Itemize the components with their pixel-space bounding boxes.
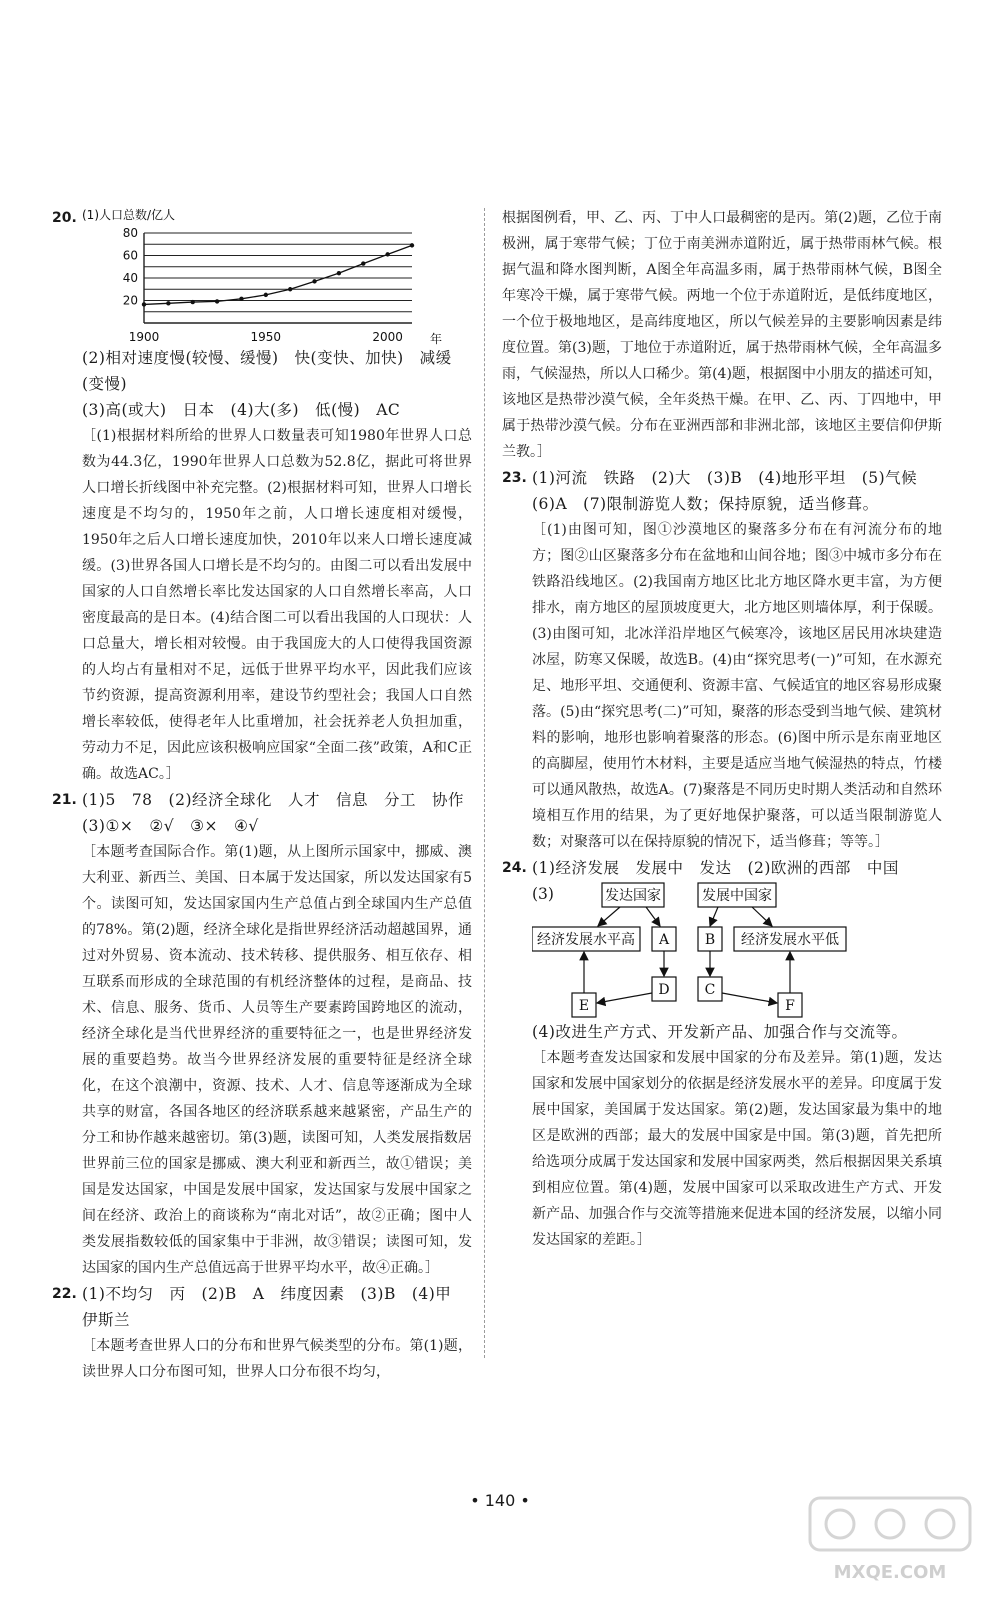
data-point [288,287,292,291]
explanation-22-part-2: 根据图例看，甲、乙、丙、丁中人口最稠密的是丙。第(2)题，乙位于南极洲，属于寒带气候；丁位于南美洲赤道附近，属于热带雨林气候。根据气温和降水图判断，A图全年高温多雨，属于热带雨林气候，B图全年寒冷干燥，属于寒带气候。两地一个位于赤道附近，是低纬度地区，一个位于极地地区，是高纬度地区，所以气候差异的主要影响因素是纬度位置。第(3)题，丁地位于赤道附近，属于热带雨林气候，全年高温多雨，气候湿热，所以人口稀少。第(4)题，根据图中小朋友的描述可知，该地区是热带沙漠气候，全年炎热干燥。在甲、乙、丙、丁四地中，甲属于热带沙漠气候。分布在亚洲西部和非洲北部，该地区主要信仰伊斯兰教。］ [502,210,942,460]
y-tick-label: 80 [122,226,138,240]
x-tick-label: 1900 [128,330,160,344]
question-21 [52,787,472,1281]
x-tick-label: 1950 [250,330,282,344]
question-number: 24. [502,860,527,876]
explanation-21: ［本题考查国际合作。第(1)题，从上图所示国家中，挪威、澳大利亚、新西兰、美国、日本属于发达国家，所以发达国家有5个。读图可知，发达国家国内生产总值占到全球国内生产总值的78%。第(2)题，经济全球化是指世界经济活动超越国界，通过对外贸易、资本流动、技术转移、提供服务、相互依存、相互联系而形成的全球范围的有机经济整体的过程，是商品、技术、信息、服务、货币、人员等生产要素跨国跨地区的流动，经济全球化是当代世界经济的重要特征之一，也是世界经济发展的重要趋势。故当今世界经济发展的重要特征是经济全球化，在这个浪潮中，资源、技术、人才、信息等逐渐成为全球共享的财富，各国各地区的经济联系越来越紧密，产品生产的分工和协作越来越密切。第(3)题，读图可知，人类发展指数居世界前三位的国家是挪威、澳大利亚和新西兰，故①错误；美国是发达国家，中国是发展中国家，发达国家与发展中国家之间在经济、政治上的商谈称为“南北对话”，故②正确；图中人类发展指数较低的国家集中于非洲，故③错误；读图可知，发达国家的国内生产总值远高于世界平均水平，故④正确。］ [82,844,472,1276]
question-22 [52,1281,472,1385]
answer-24-part-1-2: (1)经济发展 发展中 发达 (2)欧洲的西部 中国 [532,859,899,877]
label-b: B [704,932,716,948]
chart-x-axis-label: 年 [430,332,443,345]
data-point [385,252,389,256]
y-tick-label: 20 [122,293,138,308]
data-point [215,299,219,303]
x-tick-label: 2000 [372,330,403,344]
population-line-chart [82,205,482,345]
data-point [142,302,146,306]
answer-24-part-4: (4)改进生产方式、开发新产品、加强合作与交流等。 [532,1023,908,1041]
explanation-23: ［(1)由图可知，图①沙漠地区的聚落多分布在有河流分布的地方；图②山区聚落多分布在盆地和山间谷地；图③中城市多分布在铁路沿线地区。(2)我国南方地区比北方地区降水更丰富，为方便排水，南方地区的屋顶坡度更大，北方地区则墙体厚，利于保暖。(3)由图可知，北冰洋沿岸地区气候寒冷，该地区居民用冰块建造冰屋，防寒又保暖，故选B。(4)由“探究思考(一)”可知，在水源充足、地形平坦、交通便利、资源丰富、气候适宜的地区容易形成聚落。(5)由“探究思考(二)”可知，聚落的形态受到当地气候、建筑材料的影响，地形也影响着聚落的形态。(6)图中所示是东南亚地区的高脚屋，使用竹木材料，主要是适应当地气候湿热的特点，竹楼可以通风散热，故选A。(7)聚落是不同历史时期人类活动和自然环境相互作用的结果，为了更好地保护聚落，可以适当限制游览人数；对聚落可以在保持原貌的情况下，适当修葺；等等。］ [532,522,942,850]
chart-y-axis-label: (1)人口总数/亿人 [82,208,176,222]
data-point [264,293,268,297]
label-e: E [578,998,590,1014]
label-c: C [704,982,716,998]
series-line [144,245,412,304]
page-number: • 140 • [470,1491,530,1510]
data-point [166,301,170,305]
answer-21: (1)5 78 (2)经济全球化 人才 信息 分工 协作 (3)①× ②√ ③× ④√ [82,791,464,835]
y-tick-label: 60 [122,248,138,263]
explanation-24: ［本题考查发达国家和发展中国家的分布及差异。第(1)题，发达国家和发展中国家划分的依据是经济发展水平的差异。印度属于发展中国家，美国属于发达国家。第(2)题，发达国家最为集中的地区是欧洲的西部；最大的发展中国家是中国。第(3)题，首先把所给选项分成属于发达国家和发展中国家两类，然后根据因果关系填到相应位置。第(4)题，发展中国家可以采取改进生产方式、开发新产品、加强合作与交流等措施来促进本国的经济发展，以缩小同发达国家的差距。］ [532,1050,942,1248]
label-f: F [785,998,795,1014]
flowchart-block [532,881,942,1019]
explanation-20: ［(1)根据材料所给的世界人口数量表可知1980年世界人口总数为44.3亿，1990年世界人口总数为52.8亿，据此可将世界人口增长折线图中补充完整。(2)根据材料可知，世界人口增长速度是不均匀的，1950年之前，人口增长速度相对缓慢，1950年之后人口增长速度加快，2010年以来人口增长速度减缓。(3)世界各国人口增长是不均匀的。由图二可以看出发展中国家的人口自然增长率比发达国家的人口自然增长率高，人口密度最高的是日本。(4)结合图二可以看出我国的人口现状：人口总量大，增长相对较慢。由于我国庞大的人口使得我国资源的人均占有量相对不足，远低于世界平均水平，因此我们应该节约资源，提高资源利用率，建设节约型社会；我国人口自然增长率较低，使得老年人比重增加，社会抚养老人负担加重，劳动力不足，因此应该积极响应国家“全面二孩”政策，A和C正确。故选AC。］ [82,428,472,782]
answer-22: (1)不均匀 丙 (2)B A 纬度因素 (3)B (4)甲 伊斯兰 [82,1285,452,1329]
y-tick-label: 40 [122,271,138,285]
label-d: D [658,982,670,998]
data-point [312,279,316,283]
watermark-logo [800,1490,980,1590]
label-developing-country: 发展中国家 [702,888,772,904]
population-chart [82,205,482,345]
answer-24-part-3-label: (3) [532,885,554,903]
data-point [337,271,341,275]
question-number: 21. [52,792,77,808]
question-20 [52,205,472,787]
data-point [239,297,243,301]
chart-grid [144,233,412,323]
chart-x-ticks [129,330,403,344]
label-developed-country: 发达国家 [605,888,661,904]
question-24 [502,855,942,1253]
left-column [52,205,472,1385]
answer-23: (1)河流 铁路 (2)大 (3)B (4)地形平坦 (5)气候 (6)A (7)限制游览人数；保持原貌，适当修葺。 [532,469,918,513]
label-a: A [658,932,670,948]
development-flowchart [532,881,952,1019]
label-high-development: 经济发展水平高 [537,932,635,948]
label-low-development: 经济发展水平低 [741,932,839,948]
data-point [191,300,195,304]
data-point [410,243,414,247]
question-number: 22. [52,1286,77,1302]
question-number: 20. [52,210,77,226]
chart-y-ticks [123,226,138,308]
chart-series [142,243,414,306]
column-divider [484,208,485,1358]
question-23 [502,465,942,855]
watermark-text: MXQE.COM [833,1562,947,1583]
right-column [502,205,942,1253]
answer-20: (2)相对速度慢(较慢、缓慢) 快(变快、加快) 减缓(变慢) (3)高(或大) 日本 (4)大(多) 低(慢) AC [82,349,452,419]
explanation-22-part-1: ［本题考查世界人口的分布和世界气候类型的分布。第(1)题，读世界人口分布图可知，世界人口分布很不均匀， [82,1338,472,1380]
data-point [361,261,365,265]
question-number: 23. [502,470,527,486]
